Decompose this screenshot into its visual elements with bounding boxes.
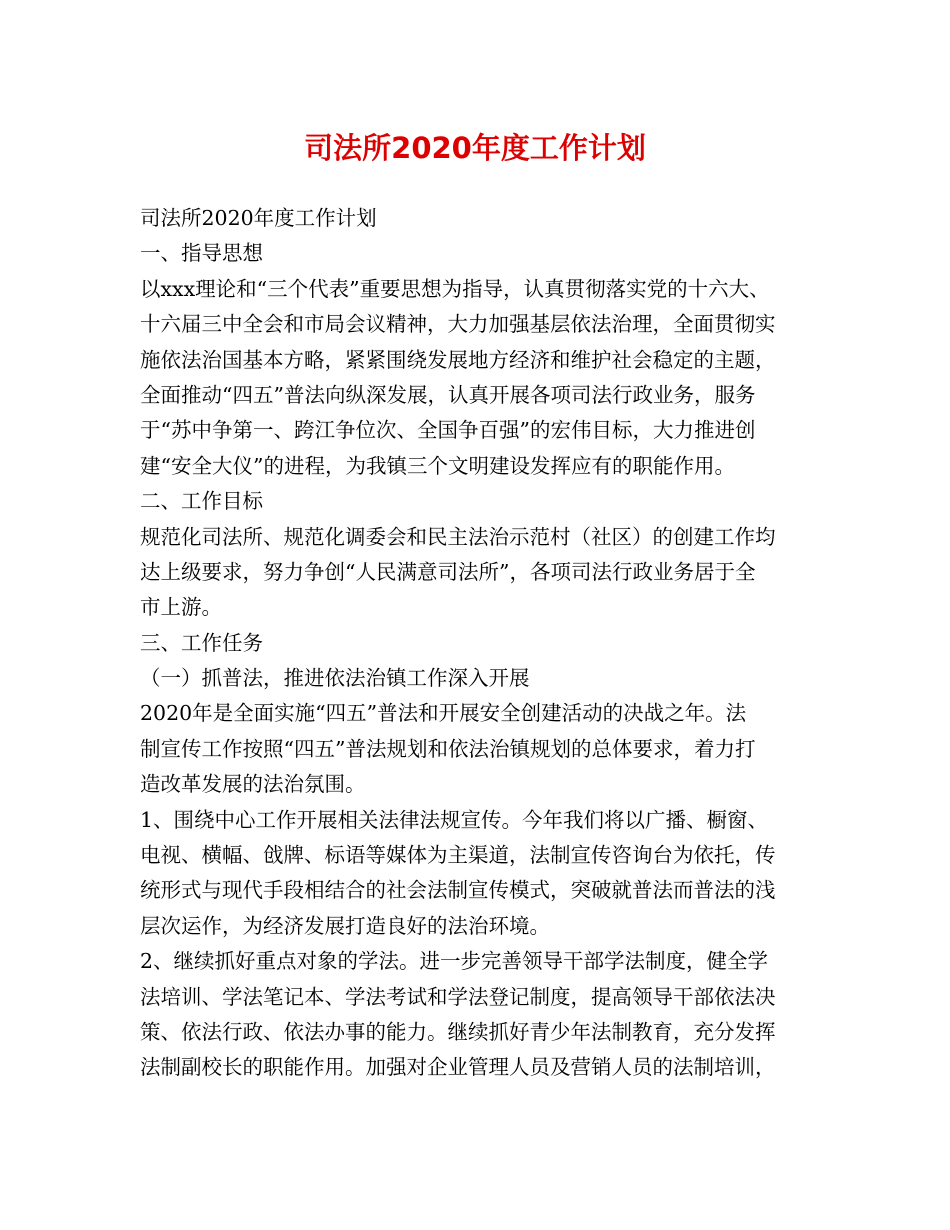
document-line: 施依法治国基本方略，紧紧围绕发展地方经济和维护社会稳定的主题， xyxy=(140,347,776,372)
document-line: 建“安全大仪”的进程，为我镇三个文明建设发挥应有的职能作用。 xyxy=(140,453,735,478)
document-line: 制宣传工作按照“四五”普法规划和依法治镇规划的总体要求，着力打 xyxy=(140,736,756,761)
document-line: 达上级要求，努力争创“人民满意司法所”，各项司法行政业务居于全 xyxy=(140,559,756,584)
document-line: 以xxx理论和“三个代表”重要思想为指导，认真贯彻落实党的十六大、 xyxy=(140,276,770,301)
document-line: 法制副校长的职能作用。加强对企业管理人员及营销人员的法制培训， xyxy=(140,1055,776,1080)
document-line: 全面推动“四五”普法向纵深发展，认真开展各项司法行政业务，服务 xyxy=(140,382,756,407)
document-body xyxy=(140,201,830,1086)
document-line: 统形式与现代手段相结合的社会法制宣传模式，突破就普法而普法的浅 xyxy=(140,878,776,903)
document-line: （一）抓普法，推进依法治镇工作深入开展 xyxy=(140,666,530,691)
document-line: 规范化司法所、规范化调委会和民主法治示范村（社区）的创建工作均 xyxy=(140,524,776,549)
document-line: 电视、横幅、戗牌、标语等媒体为主渠道，法制宣传咨询台为依托，传 xyxy=(140,843,776,868)
document-line: 三、工作任务 xyxy=(140,630,263,655)
document-line: 二、工作目标 xyxy=(140,489,263,514)
document-title: 司法所2020年度工作计划 xyxy=(304,131,646,165)
document-line: 2、继续抓好重点对象的学法。进一步完善领导干部学法制度，健全学 xyxy=(140,949,769,974)
document-line: 造改革发展的法治氛围。 xyxy=(140,772,366,797)
document-line: 十六届三中全会和市局会议精神，大力加强基层依法治理，全面贯彻实 xyxy=(140,312,776,337)
document-line: 司法所2020年度工作计划 xyxy=(140,206,377,230)
document-line: 2020年是全面实施“四五”普法和开展安全创建活动的决战之年。法 xyxy=(140,701,747,726)
document-line: 层次运作，为经济发展打造良好的法治环境。 xyxy=(140,913,550,938)
document-line: 一、指导思想 xyxy=(140,241,263,266)
document-line: 法培训、学法笔记本、学法考试和学法登记制度，提高领导干部依法决 xyxy=(140,984,776,1009)
document-line: 策、依法行政、依法办事的能力。继续抓好青少年法制教育，充分发挥 xyxy=(140,1019,776,1044)
document-line: 市上游。 xyxy=(140,595,222,620)
document-line: 1、围绕中心工作开展相关法律法规宣传。今年我们将以广播、橱窗、 xyxy=(140,807,769,832)
document-line: 于“苏中争第一、跨江争位次、全国争百强”的宏伟目标，大力推进创 xyxy=(140,418,756,443)
